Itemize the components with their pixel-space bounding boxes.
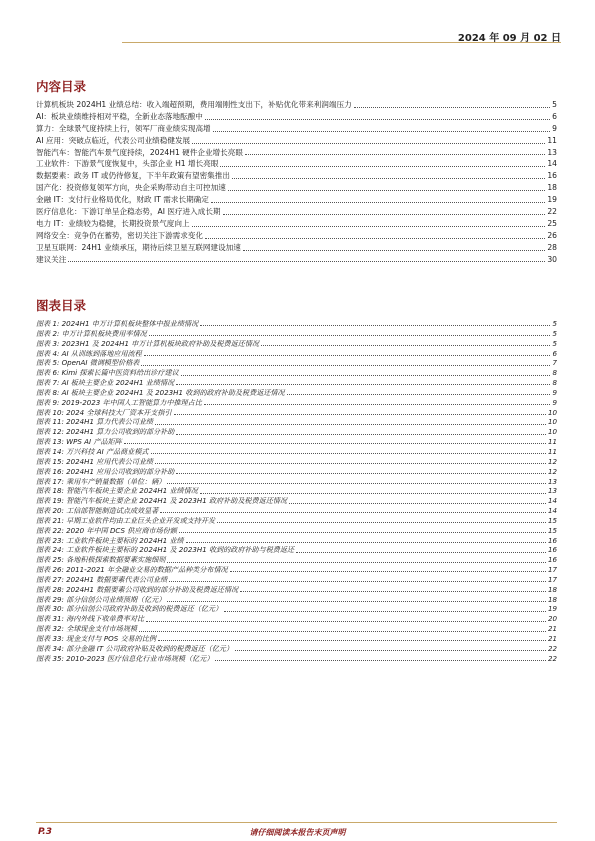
- figure-entry-page: 22: [547, 643, 557, 653]
- dot-leader: [144, 355, 551, 356]
- dot-leader: [230, 571, 546, 572]
- figure-entry[interactable]: [36, 624, 557, 634]
- figure-entry-page: 8: [552, 378, 557, 388]
- figure-entry-page: 21: [547, 634, 557, 643]
- figure-entry[interactable]: [36, 329, 557, 339]
- dot-leader: [176, 434, 546, 435]
- figure-entry-page: 10: [547, 417, 557, 427]
- figure-entry-text: 图表 23: 工业软件板块主要标的 2024H1 业绩: [36, 535, 184, 545]
- dot-leader: [217, 522, 546, 523]
- figure-entry-text: 图表 33: 现金支付与 POS 交易的比例: [36, 634, 156, 643]
- toc-entry-text: 算力：全球景气度持续上行，领军厂商业绩实现高增: [36, 123, 211, 133]
- figure-entry-text: 图表 12: 2024H1 算力公司收到的部分补助: [36, 427, 175, 437]
- figure-entry-text: 图表 3: 2023H1 及 2024H1 申万计算机板块政府补助及税费返还情况: [36, 338, 259, 348]
- toc-entry-page: 19: [547, 195, 557, 205]
- figure-entry[interactable]: [36, 516, 557, 526]
- toc-entry-page: 18: [547, 183, 557, 193]
- dot-leader: [261, 345, 551, 346]
- figure-entry-text: 图表 18: 智能汽车板块主要企业 2024H1 业绩情况: [36, 486, 198, 496]
- figure-entry-page: 17: [547, 574, 557, 584]
- figure-entry[interactable]: [36, 555, 557, 565]
- dot-leader: [223, 214, 546, 215]
- figure-entry[interactable]: [36, 467, 557, 477]
- dot-leader: [68, 261, 545, 262]
- figure-entry-text: 图表 8: AI 板块主要企业 2024H1 及 2023H1 收到的政府补助及税费返还情况: [36, 387, 285, 397]
- figure-entry[interactable]: [36, 536, 557, 546]
- figure-entry-page: 18: [547, 584, 557, 594]
- figure-entry-page: 21: [547, 624, 557, 634]
- dot-leader: [169, 581, 546, 582]
- page-number: P.3: [38, 827, 52, 837]
- toc-entry-page: 30: [547, 254, 557, 264]
- figure-entry-text: 图表 21: 早期工业软件均由工业巨头企业开发或支持开发: [36, 515, 216, 525]
- figure-entry-page: 13: [547, 486, 557, 496]
- figure-entry[interactable]: [36, 654, 557, 664]
- dot-leader: [192, 226, 546, 227]
- toc-entry-text: 卫星互联网：24H1 业绩承压，期待后续卫星互联网建设加速: [36, 242, 241, 252]
- toc-entry-page: 16: [547, 171, 557, 181]
- toc-entry[interactable]: [36, 230, 557, 242]
- figure-entry-page: 18: [547, 594, 557, 604]
- figure-entry-page: 9: [552, 397, 557, 407]
- toc-entry-text: 计算机板块 2024H1 业绩总结：收入端超预期，费用端刚性支出下，补贴优化带来利润端压力: [36, 99, 352, 109]
- toc-entry-text: AI：板块业绩维持相对平稳，全新业态落地酝酿中: [36, 111, 203, 121]
- toc-entry-page: 13: [547, 147, 557, 157]
- dot-leader: [146, 621, 546, 622]
- dot-leader: [179, 532, 546, 533]
- figure-entry-text: 图表 35: 2010-2023 医疗信息化行业市场规模（亿元）: [36, 653, 214, 663]
- dot-leader: [192, 143, 545, 144]
- figure-entry[interactable]: [36, 319, 557, 329]
- figure-entry[interactable]: [36, 339, 557, 349]
- figure-entry[interactable]: [36, 408, 557, 418]
- toc-entry-page: 5: [552, 99, 557, 109]
- figure-entry-text: 图表 32: 全球现金支付市场规模: [36, 624, 138, 634]
- footer-disclaimer: 请仔细阅读本报告末页声明: [249, 828, 346, 837]
- figure-entry-text: 图表 34: 部分金融 IT 公司政府补贴及收到的税费返还（亿元）: [36, 643, 234, 653]
- dot-leader: [181, 375, 551, 376]
- figure-entry-text: 图表 30: 部分信创公司政府补助及收到的税费返还（亿元）: [36, 604, 223, 614]
- figure-entry-page: 10: [547, 427, 557, 437]
- toc-title: 内容目录: [36, 79, 87, 94]
- figure-entry[interactable]: [36, 545, 557, 555]
- figure-entry-page: 14: [547, 496, 557, 506]
- dot-leader: [167, 562, 546, 563]
- figure-entry-text: 图表 2: 申万计算机板块费用率情况: [36, 328, 147, 338]
- toc-entry-text: 数据要素：政务 IT 或仍待修复，下半年政策有望密集推出: [36, 171, 230, 181]
- figure-entry-text: 图表 25: 各地积极探索数据要素实施细则: [36, 555, 166, 565]
- toc-entry-page: 9: [552, 123, 557, 133]
- figure-entry-page: 15: [547, 525, 557, 535]
- figure-entry-page: 16: [547, 535, 557, 545]
- toc-entry[interactable]: [36, 99, 557, 111]
- figure-entry[interactable]: [36, 644, 557, 654]
- toc-entry-page: 6: [552, 111, 557, 121]
- figure-entry-page: 7: [552, 358, 557, 368]
- toc-entry-text: 网络安全：竞争仍在蓄势，密切关注下游需求变化: [36, 230, 204, 240]
- figure-entry-page: 6: [552, 348, 557, 358]
- figure-entry-text: 图表 15: 2024H1 应用代表公司业绩: [36, 456, 154, 466]
- figure-entry[interactable]: [36, 437, 557, 447]
- figure-entry-page: 11: [547, 437, 557, 447]
- dot-leader: [240, 591, 546, 592]
- figure-entry[interactable]: [36, 427, 557, 437]
- toc-entry-page: 11: [547, 135, 557, 145]
- dot-leader: [215, 660, 546, 661]
- figure-entry-text: 图表 5: OpenAI 微调模型价格表: [36, 358, 140, 368]
- dot-leader: [141, 365, 550, 366]
- dot-leader: [155, 424, 546, 425]
- figure-entry[interactable]: [36, 368, 557, 378]
- figure-entry-text: 图表 10: 2024 全球科技大厂资本开支指引: [36, 407, 172, 417]
- toc-entry-text: 电力 IT：业绩较为稳健，长期投资景气度向上: [36, 218, 190, 228]
- figure-entry-page: 10: [547, 407, 557, 417]
- figure-entry-page: 12: [547, 456, 557, 466]
- dot-leader: [243, 250, 545, 251]
- dot-leader: [176, 473, 546, 474]
- figure-entry[interactable]: [36, 496, 557, 506]
- figure-entry[interactable]: [36, 457, 557, 467]
- figure-entry[interactable]: [36, 614, 557, 624]
- toc-entry[interactable]: [36, 158, 557, 170]
- figure-entry-text: 图表 4: AI 从训练到落地应用流程: [36, 348, 142, 358]
- figure-entry[interactable]: [36, 604, 557, 614]
- figure-entry-page: 16: [547, 545, 557, 555]
- dot-leader: [174, 414, 546, 415]
- figure-entry-text: 图表 11: 2024H1 算力代表公司业绩: [36, 417, 154, 427]
- figure-entry[interactable]: [36, 358, 557, 368]
- toc-entry-text: AI 应用：突破点临近，代表公司业绩稳健发展: [36, 135, 191, 145]
- figure-entry-text: 图表 28: 2024H1 数据要素公司收到的部分补助及税费返还情况: [36, 584, 239, 594]
- dot-leader: [205, 238, 545, 239]
- figure-entry-page: 17: [547, 565, 557, 575]
- dot-leader: [200, 493, 546, 494]
- toc-list: [36, 99, 557, 265]
- dot-leader: [228, 190, 545, 191]
- figure-entry-page: 9: [552, 387, 557, 397]
- figure-entry-page: 15: [547, 515, 557, 525]
- dot-leader: [235, 650, 546, 651]
- toc-entry[interactable]: [36, 123, 557, 135]
- figure-entry-text: 图表 13: WPS AI 产品矩阵: [36, 437, 122, 447]
- dot-leader: [213, 131, 551, 132]
- figure-entry-text: 图表 31: 海内外线下收单费率对比: [36, 614, 145, 624]
- dot-leader: [224, 611, 546, 612]
- figure-entry-text: 图表 22: 2020 年中国 DCS 供应商市场份额: [36, 525, 177, 535]
- figure-entry-page: 20: [547, 614, 557, 624]
- dot-leader: [232, 178, 545, 179]
- figure-entry-page: 5: [552, 328, 557, 338]
- figure-entry[interactable]: [36, 565, 557, 575]
- dot-leader: [155, 463, 546, 464]
- dot-leader: [176, 384, 550, 385]
- figure-entry-text: 图表 27: 2024H1 数据要素代表公司业绩: [36, 574, 168, 584]
- dot-leader: [158, 640, 546, 641]
- dot-leader: [160, 512, 546, 513]
- toc-entry[interactable]: [36, 218, 557, 230]
- dot-leader: [204, 404, 551, 405]
- toc-entry[interactable]: [36, 242, 557, 254]
- figure-entry-page: 11: [547, 446, 557, 456]
- toc-entry-text: 工业软件：下游景气度恢复中，头部企业 H1 增长亮眼: [36, 159, 219, 169]
- figures-title: 图表目录: [36, 298, 87, 313]
- toc-entry[interactable]: [36, 194, 557, 206]
- figure-entry[interactable]: [36, 417, 557, 427]
- toc-entry-text: 建议关注: [36, 254, 67, 264]
- figure-entry-text: 图表 20: 工信部智能制造试点成效显著: [36, 506, 159, 516]
- dot-leader: [211, 202, 545, 203]
- figure-entry-page: 16: [547, 555, 557, 565]
- dot-leader: [200, 325, 550, 326]
- figure-entry[interactable]: [36, 388, 557, 398]
- figure-entry-page: 14: [547, 506, 557, 516]
- toc-entry-page: 14: [547, 159, 557, 169]
- figure-entry[interactable]: [36, 506, 557, 516]
- figure-entry-text: 图表 17: 乘用车产销量数据（单位：辆）: [36, 476, 166, 486]
- figures-list: [36, 319, 557, 664]
- figure-entry-page: 5: [552, 319, 557, 328]
- report-date: 2024 年 09 月 02 日: [457, 33, 561, 44]
- toc-entry[interactable]: [36, 206, 557, 218]
- dot-leader: [149, 335, 551, 336]
- toc-entry-text: 国产化：投资修复领军方向，央企采购带动自主可控加速: [36, 183, 226, 193]
- figure-entry[interactable]: [36, 349, 557, 359]
- figure-entry[interactable]: [36, 378, 557, 388]
- figure-entry[interactable]: [36, 526, 557, 536]
- figure-entry-page: 5: [552, 338, 557, 348]
- toc-entry[interactable]: [36, 182, 557, 194]
- dot-leader: [354, 107, 550, 108]
- toc-entry-page: 25: [547, 218, 557, 228]
- figure-entry[interactable]: [36, 398, 557, 408]
- dot-leader: [167, 483, 546, 484]
- figure-entry-page: 8: [552, 368, 557, 378]
- figure-entry-text: 图表 26: 2011-2021 年全融业交易的数据产品种类分布情况: [36, 565, 228, 575]
- figure-entry-text: 图表 7: AI 板块主要企业 2024H1 业绩情况: [36, 378, 175, 388]
- figure-entry-text: 图表 24: 工业软件板块主要标的 2024H1 及 2023H1 收到的政府补助与税费返还: [36, 545, 295, 555]
- figure-entry[interactable]: [36, 447, 557, 457]
- dot-leader: [220, 166, 545, 167]
- toc-entry-text: 金融 IT：支付行业格局优化，财政 IT 需求长期确定: [36, 195, 209, 205]
- figure-entry-text: 图表 9: 2019-2023 年中国人工智能算力中推理占比: [36, 397, 202, 407]
- dot-leader: [167, 601, 546, 602]
- toc-entry-page: 22: [547, 207, 557, 216]
- figure-entry-page: 12: [547, 466, 557, 476]
- figure-entry[interactable]: [36, 634, 557, 644]
- figure-entry-text: 图表 19: 智能汽车板块主要企业 2024H1 及 2023H1 政府补助及税费返还情况: [36, 496, 287, 506]
- toc-entry[interactable]: [36, 170, 557, 182]
- toc-entry-text: 医疗信息化：下游订单呈企稳态势，AI 医疗进入成长期: [36, 207, 221, 216]
- figure-entry-page: 19: [547, 604, 557, 614]
- dot-leader: [139, 631, 546, 632]
- dot-leader: [289, 503, 546, 504]
- dot-leader: [245, 154, 545, 155]
- dot-leader: [287, 394, 551, 395]
- dot-leader: [296, 552, 546, 553]
- figure-entry-page: 13: [547, 476, 557, 486]
- toc-entry[interactable]: [36, 147, 557, 159]
- footer-rule: [36, 822, 557, 823]
- figure-entry[interactable]: [36, 595, 557, 605]
- toc-entry-page: 28: [547, 242, 557, 252]
- figure-entry[interactable]: [36, 575, 557, 585]
- figure-entry[interactable]: [36, 477, 557, 487]
- toc-entry-text: 智能汽车：智能汽车景气度持续，2024H1 硬件企业增长亮眼: [36, 147, 243, 157]
- dot-leader: [186, 542, 546, 543]
- toc-entry[interactable]: [36, 135, 557, 147]
- figure-entry-page: 22: [547, 653, 557, 663]
- toc-entry[interactable]: [36, 254, 557, 266]
- figure-entry-text: 图表 6: Kimi 探索长篇中医资料给出诊疗建议: [36, 368, 179, 378]
- toc-entry-page: 26: [547, 230, 557, 240]
- dot-leader: [124, 443, 546, 444]
- figure-entry-text: 图表 29: 部分信创公司业绩预期（亿元）: [36, 594, 166, 604]
- figure-entry-text: 图表 14: 万兴科技 AI 产品商业模式: [36, 446, 149, 456]
- figure-entry[interactable]: [36, 486, 557, 496]
- figure-entry-text: 图表 16: 2024H1 应用公司收到的部分补助: [36, 466, 175, 476]
- dot-leader: [151, 453, 546, 454]
- toc-entry[interactable]: [36, 111, 557, 123]
- figure-entry-text: 图表 1: 2024H1 申万计算机板块整体中报业绩情况: [36, 319, 199, 328]
- dot-leader: [205, 119, 550, 120]
- figure-entry[interactable]: [36, 585, 557, 595]
